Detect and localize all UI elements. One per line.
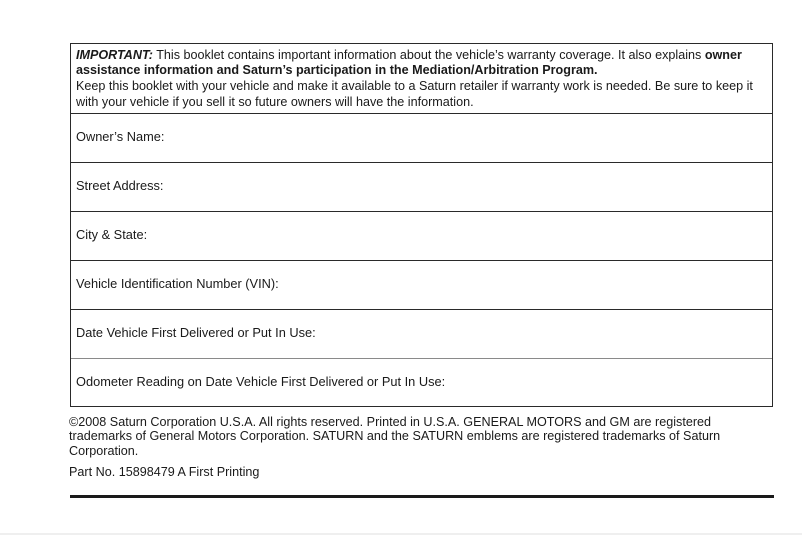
field-label: Owner’s Name: bbox=[76, 129, 165, 144]
owner-name-field[interactable] bbox=[71, 114, 772, 163]
notice-text: This booklet contains important information about the vehicle’s warranty coverage. It also explains bbox=[152, 48, 702, 62]
owner-info-form bbox=[70, 43, 773, 407]
field-label: Date Vehicle First Delivered or Put In Use: bbox=[76, 325, 316, 340]
important-label: IMPORTANT: bbox=[76, 48, 153, 62]
field-label: Odometer Reading on Date Vehicle First Delivered or Put In Use: bbox=[76, 374, 446, 389]
delivery-date-field[interactable] bbox=[71, 310, 772, 359]
field-label: Vehicle Identification Number (VIN): bbox=[76, 276, 279, 291]
divider-rule bbox=[70, 495, 774, 498]
notice-paragraph-1 bbox=[76, 48, 766, 78]
copyright-notice bbox=[69, 415, 769, 458]
field-label: Street Address: bbox=[76, 178, 164, 193]
notice-paragraph-2: Keep this booklet with your vehicle and make it available to a Saturn retailer if warranty work is needed. Be sure to keep it with your vehicle if you sell it so future owners will have the information. bbox=[76, 79, 753, 109]
part-number: Part No. 15898479 A First Printing bbox=[69, 465, 260, 479]
important-notice bbox=[71, 44, 772, 114]
copyright-text: ©2008 Saturn Corporation U.S.A. All rights reserved. Printed in U.S.A. GENERAL MOTORS and GM are registered trademarks of General Motors Corporation. SATURN and the SATURN emblems are registered trademarks of Saturn Corporation. bbox=[69, 415, 721, 458]
vin-field[interactable] bbox=[71, 261, 772, 310]
street-address-field[interactable] bbox=[71, 163, 772, 212]
city-state-field[interactable] bbox=[71, 212, 772, 261]
field-label: City & State: bbox=[76, 227, 148, 242]
notice-bold-text: owner assistance information and Saturn’s participation in the Mediation/Arbitration Program. bbox=[76, 48, 742, 78]
odometer-reading-field[interactable] bbox=[71, 359, 772, 407]
